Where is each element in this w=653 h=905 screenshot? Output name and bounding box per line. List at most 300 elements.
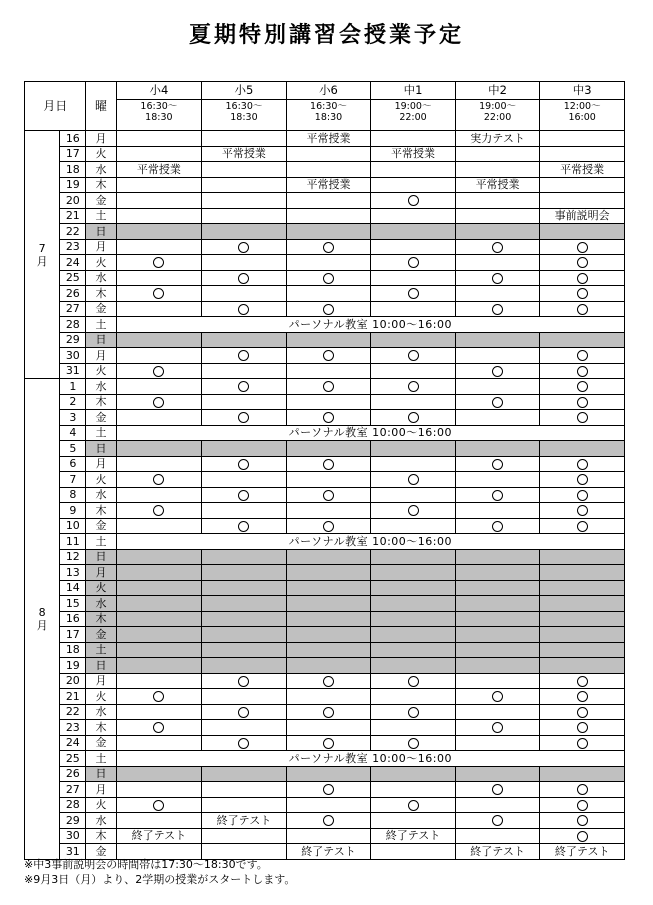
empty-cell — [202, 658, 287, 674]
day-number: 1 — [60, 379, 86, 395]
empty-cell — [286, 596, 371, 612]
class-circle-cell — [540, 394, 625, 410]
empty-cell — [540, 642, 625, 658]
day-number: 11 — [60, 534, 86, 550]
schedule-row — [25, 751, 625, 767]
weekday: 木 — [86, 503, 116, 519]
circle-icon — [577, 738, 588, 749]
circle-icon — [577, 474, 588, 485]
class-circle-cell — [286, 735, 371, 751]
class-circle-cell — [202, 735, 287, 751]
class-note-cell: 平常授業 — [286, 131, 371, 147]
empty-cell — [116, 177, 202, 193]
time-end: 22:00 — [399, 112, 427, 123]
day-number: 27 — [60, 782, 86, 798]
month-label — [25, 131, 60, 379]
class-note-cell: 終了テスト — [371, 828, 456, 844]
day-number: 30 — [60, 348, 86, 364]
day-number: 7 — [60, 472, 86, 488]
class-circle-cell — [540, 379, 625, 395]
class-circle-cell — [371, 797, 456, 813]
day-number: 10 — [60, 518, 86, 534]
empty-cell — [371, 518, 456, 534]
empty-cell — [286, 797, 371, 813]
schedule-row — [25, 766, 625, 782]
class-circle-cell — [116, 255, 202, 271]
class-circle-cell — [202, 518, 287, 534]
weekday: 日 — [86, 549, 116, 565]
circle-icon — [238, 490, 249, 501]
circle-icon — [492, 366, 503, 377]
class-circle-cell — [286, 673, 371, 689]
empty-cell — [286, 363, 371, 379]
empty-cell — [455, 332, 540, 348]
class-circle-cell — [286, 782, 371, 798]
circle-icon — [408, 505, 419, 516]
page-title: 夏期特別講習会授業予定 — [188, 23, 464, 48]
day-number: 21 — [60, 208, 86, 224]
empty-cell — [202, 162, 287, 178]
schedule-row — [25, 782, 625, 798]
day-number: 9 — [60, 503, 86, 519]
class-circle-cell — [455, 394, 540, 410]
schedule-row — [25, 224, 625, 240]
empty-cell — [371, 549, 456, 565]
empty-cell — [286, 286, 371, 302]
empty-cell — [455, 549, 540, 565]
class-circle-cell — [202, 487, 287, 503]
schedule-row — [25, 689, 625, 705]
empty-cell — [455, 503, 540, 519]
circle-icon — [577, 800, 588, 811]
weekday: 土 — [86, 534, 116, 550]
circle-icon — [238, 676, 249, 687]
empty-cell — [286, 255, 371, 271]
circle-icon — [323, 304, 334, 315]
empty-cell — [540, 565, 625, 581]
circle-icon — [492, 490, 503, 501]
empty-cell — [116, 518, 202, 534]
header-month-day: 月日 — [25, 82, 86, 131]
header-grade: 小6 — [286, 82, 371, 100]
circle-icon — [153, 366, 164, 377]
schedule-row — [25, 441, 625, 457]
class-circle-cell — [540, 797, 625, 813]
empty-cell — [286, 224, 371, 240]
footnotes — [24, 857, 295, 887]
circle-icon — [323, 490, 334, 501]
empty-cell — [116, 766, 202, 782]
empty-cell — [455, 410, 540, 426]
weekday: 水 — [86, 379, 116, 395]
class-circle-cell — [455, 456, 540, 472]
class-circle-cell — [540, 689, 625, 705]
empty-cell — [455, 735, 540, 751]
header-row — [25, 82, 625, 100]
empty-cell — [455, 627, 540, 643]
day-number: 23 — [60, 720, 86, 736]
circle-icon — [153, 722, 164, 733]
empty-cell — [116, 735, 202, 751]
schedule-row — [25, 317, 625, 333]
circle-icon — [408, 474, 419, 485]
class-circle-cell — [540, 673, 625, 689]
schedule-row — [25, 704, 625, 720]
day-number: 22 — [60, 704, 86, 720]
class-note-cell: 実力テスト — [455, 131, 540, 147]
circle-icon — [408, 800, 419, 811]
class-circle-cell — [540, 782, 625, 798]
month-label — [25, 379, 60, 860]
empty-cell — [202, 332, 287, 348]
class-circle-cell — [202, 301, 287, 317]
empty-cell — [371, 782, 456, 798]
circle-icon — [408, 381, 419, 392]
circle-icon — [238, 521, 249, 532]
empty-cell — [540, 332, 625, 348]
class-note-cell: 事前説明会 — [540, 208, 625, 224]
class-note-cell: 終了テスト — [202, 813, 287, 829]
empty-cell — [116, 239, 202, 255]
circle-icon — [408, 350, 419, 361]
personal-class-banner: パーソナル教室 10:00〜16:00 — [116, 751, 624, 767]
class-circle-cell — [540, 720, 625, 736]
circle-icon — [408, 288, 419, 299]
class-circle-cell — [116, 286, 202, 302]
circle-icon — [577, 459, 588, 470]
empty-cell — [116, 580, 202, 596]
class-circle-cell — [540, 735, 625, 751]
circle-icon — [492, 784, 503, 795]
weekday: 土 — [86, 317, 116, 333]
weekday: 金 — [86, 735, 116, 751]
circle-icon — [577, 707, 588, 718]
class-circle-cell — [371, 379, 456, 395]
schedule-row — [25, 487, 625, 503]
empty-cell — [286, 766, 371, 782]
header-time — [540, 100, 625, 131]
circle-icon — [323, 273, 334, 284]
class-circle-cell — [540, 255, 625, 271]
empty-cell — [540, 596, 625, 612]
day-number: 27 — [60, 301, 86, 317]
empty-cell — [286, 549, 371, 565]
class-circle-cell — [455, 487, 540, 503]
empty-cell — [116, 813, 202, 829]
circle-icon — [323, 707, 334, 718]
empty-cell — [455, 611, 540, 627]
circle-icon — [238, 273, 249, 284]
day-number: 14 — [60, 580, 86, 596]
empty-cell — [202, 766, 287, 782]
class-circle-cell — [455, 782, 540, 798]
circle-icon — [323, 676, 334, 687]
empty-cell — [202, 441, 287, 457]
empty-cell — [116, 611, 202, 627]
empty-cell — [202, 642, 287, 658]
empty-cell — [540, 580, 625, 596]
circle-icon — [153, 505, 164, 516]
circle-icon — [238, 304, 249, 315]
circle-icon — [408, 707, 419, 718]
circle-icon — [323, 412, 334, 423]
class-circle-cell — [540, 472, 625, 488]
empty-cell — [116, 782, 202, 798]
empty-cell — [286, 689, 371, 705]
class-circle-cell — [286, 270, 371, 286]
day-number: 28 — [60, 317, 86, 333]
empty-cell — [286, 208, 371, 224]
empty-cell — [202, 580, 287, 596]
class-circle-cell — [286, 301, 371, 317]
empty-cell — [116, 658, 202, 674]
circle-icon — [323, 242, 334, 253]
day-number: 13 — [60, 565, 86, 581]
class-circle-cell — [540, 518, 625, 534]
day-number: 24 — [60, 735, 86, 751]
empty-cell — [202, 224, 287, 240]
class-circle-cell — [371, 286, 456, 302]
empty-cell — [116, 146, 202, 162]
day-number: 17 — [60, 146, 86, 162]
time-end: 18:30 — [314, 112, 343, 123]
day-number: 15 — [60, 596, 86, 612]
schedule-row — [25, 177, 625, 193]
weekday: 木 — [86, 828, 116, 844]
header-grade: 中2 — [455, 82, 540, 100]
day-number: 31 — [60, 363, 86, 379]
class-circle-cell — [540, 828, 625, 844]
empty-cell — [371, 208, 456, 224]
schedule-row — [25, 410, 625, 426]
weekday: 日 — [86, 766, 116, 782]
schedule-row — [25, 239, 625, 255]
empty-cell — [286, 162, 371, 178]
weekday: 水 — [86, 270, 116, 286]
empty-cell — [455, 642, 540, 658]
circle-icon — [238, 242, 249, 253]
empty-cell — [455, 673, 540, 689]
empty-cell — [202, 689, 287, 705]
class-circle-cell — [202, 456, 287, 472]
circle-icon — [492, 815, 503, 826]
circle-icon — [238, 738, 249, 749]
schedule-row — [25, 735, 625, 751]
circle-icon — [492, 397, 503, 408]
schedule-row — [25, 503, 625, 519]
time-end: 16:00 — [568, 112, 596, 123]
header-grade: 小5 — [202, 82, 287, 100]
empty-cell — [455, 255, 540, 271]
class-circle-cell — [540, 704, 625, 720]
class-note-cell: 平常授業 — [202, 146, 287, 162]
weekday: 金 — [86, 410, 116, 426]
circle-icon — [577, 288, 588, 299]
header-grade: 中3 — [540, 82, 625, 100]
schedule-row — [25, 797, 625, 813]
empty-cell — [371, 332, 456, 348]
empty-cell — [455, 348, 540, 364]
class-circle-cell — [540, 456, 625, 472]
empty-cell — [202, 472, 287, 488]
circle-icon — [577, 366, 588, 377]
empty-cell — [286, 441, 371, 457]
weekday: 月 — [86, 348, 116, 364]
empty-cell — [455, 580, 540, 596]
empty-cell — [202, 828, 287, 844]
empty-cell — [286, 611, 371, 627]
empty-cell — [286, 658, 371, 674]
schedule-row — [25, 813, 625, 829]
empty-cell — [202, 503, 287, 519]
time-start: 16:30〜 — [225, 101, 263, 112]
weekday: 木 — [86, 611, 116, 627]
class-circle-cell — [116, 503, 202, 519]
empty-cell — [116, 410, 202, 426]
empty-cell — [202, 596, 287, 612]
day-number: 23 — [60, 239, 86, 255]
empty-cell — [286, 565, 371, 581]
weekday: 月 — [86, 239, 116, 255]
class-circle-cell — [455, 301, 540, 317]
class-note-cell: 終了テスト — [286, 844, 371, 860]
day-number: 17 — [60, 627, 86, 643]
empty-cell — [116, 704, 202, 720]
day-number: 19 — [60, 658, 86, 674]
circle-icon — [408, 195, 419, 206]
class-circle-cell — [540, 363, 625, 379]
circle-icon — [238, 707, 249, 718]
schedule-row — [25, 658, 625, 674]
class-circle-cell — [455, 239, 540, 255]
weekday: 火 — [86, 255, 116, 271]
schedule-row — [25, 348, 625, 364]
class-circle-cell — [455, 518, 540, 534]
empty-cell — [286, 332, 371, 348]
schedule-row — [25, 208, 625, 224]
day-number: 25 — [60, 751, 86, 767]
circle-icon — [153, 257, 164, 268]
circle-icon — [408, 412, 419, 423]
schedule-row — [25, 673, 625, 689]
empty-cell — [371, 224, 456, 240]
circle-icon — [323, 381, 334, 392]
empty-cell — [202, 565, 287, 581]
empty-cell — [455, 658, 540, 674]
schedule-row — [25, 425, 625, 441]
empty-cell — [455, 472, 540, 488]
empty-cell — [455, 596, 540, 612]
circle-icon — [577, 304, 588, 315]
empty-cell — [455, 379, 540, 395]
schedule-row — [25, 472, 625, 488]
month-label-text: 8 月 — [36, 605, 48, 632]
circle-icon — [577, 521, 588, 532]
class-circle-cell — [371, 704, 456, 720]
circle-icon — [492, 273, 503, 284]
weekday: 木 — [86, 177, 116, 193]
empty-cell — [202, 797, 287, 813]
header-time — [286, 100, 371, 131]
empty-cell — [455, 162, 540, 178]
empty-cell — [286, 394, 371, 410]
empty-cell — [371, 720, 456, 736]
empty-cell — [116, 565, 202, 581]
class-circle-cell — [540, 270, 625, 286]
circle-icon — [577, 722, 588, 733]
empty-cell — [371, 658, 456, 674]
empty-cell — [202, 627, 287, 643]
circle-icon — [323, 738, 334, 749]
weekday: 火 — [86, 689, 116, 705]
class-circle-cell — [540, 286, 625, 302]
circle-icon — [492, 242, 503, 253]
empty-cell — [371, 177, 456, 193]
personal-class-banner: パーソナル教室 10:00〜16:00 — [116, 534, 624, 550]
empty-cell — [116, 332, 202, 348]
weekday: 水 — [86, 704, 116, 720]
circle-icon — [492, 691, 503, 702]
empty-cell — [286, 472, 371, 488]
empty-cell — [371, 642, 456, 658]
day-number: 25 — [60, 270, 86, 286]
day-number: 22 — [60, 224, 86, 240]
circle-icon — [323, 459, 334, 470]
circle-icon — [153, 691, 164, 702]
empty-cell — [116, 131, 202, 147]
schedule-row — [25, 193, 625, 209]
class-circle-cell — [371, 735, 456, 751]
class-circle-cell — [286, 239, 371, 255]
empty-cell — [116, 549, 202, 565]
schedule-row — [25, 596, 625, 612]
circle-icon — [577, 381, 588, 392]
empty-cell — [116, 224, 202, 240]
header-weekday: 曜 — [86, 82, 116, 131]
circle-icon — [153, 800, 164, 811]
weekday: 金 — [86, 518, 116, 534]
class-note-cell: 平常授業 — [116, 162, 202, 178]
schedule-row — [25, 363, 625, 379]
empty-cell — [116, 627, 202, 643]
weekday: 金 — [86, 844, 116, 860]
empty-cell — [202, 782, 287, 798]
weekday: 月 — [86, 782, 116, 798]
weekday: 火 — [86, 797, 116, 813]
personal-class-banner: パーソナル教室 10:00〜16:00 — [116, 317, 624, 333]
schedule-row — [25, 301, 625, 317]
circle-icon — [577, 273, 588, 284]
schedule-row — [25, 270, 625, 286]
circle-icon — [577, 257, 588, 268]
class-circle-cell — [116, 797, 202, 813]
header-time — [116, 100, 202, 131]
empty-cell — [116, 441, 202, 457]
day-number: 6 — [60, 456, 86, 472]
day-number: 18 — [60, 642, 86, 658]
class-note-cell: 平常授業 — [371, 146, 456, 162]
empty-cell — [202, 363, 287, 379]
empty-cell — [202, 394, 287, 410]
class-circle-cell — [286, 704, 371, 720]
weekday: 土 — [86, 751, 116, 767]
class-circle-cell — [202, 270, 287, 286]
day-number: 16 — [60, 131, 86, 147]
schedule-row — [25, 146, 625, 162]
weekday: 火 — [86, 363, 116, 379]
time-start: 16:30〜 — [140, 101, 178, 112]
empty-cell — [116, 270, 202, 286]
